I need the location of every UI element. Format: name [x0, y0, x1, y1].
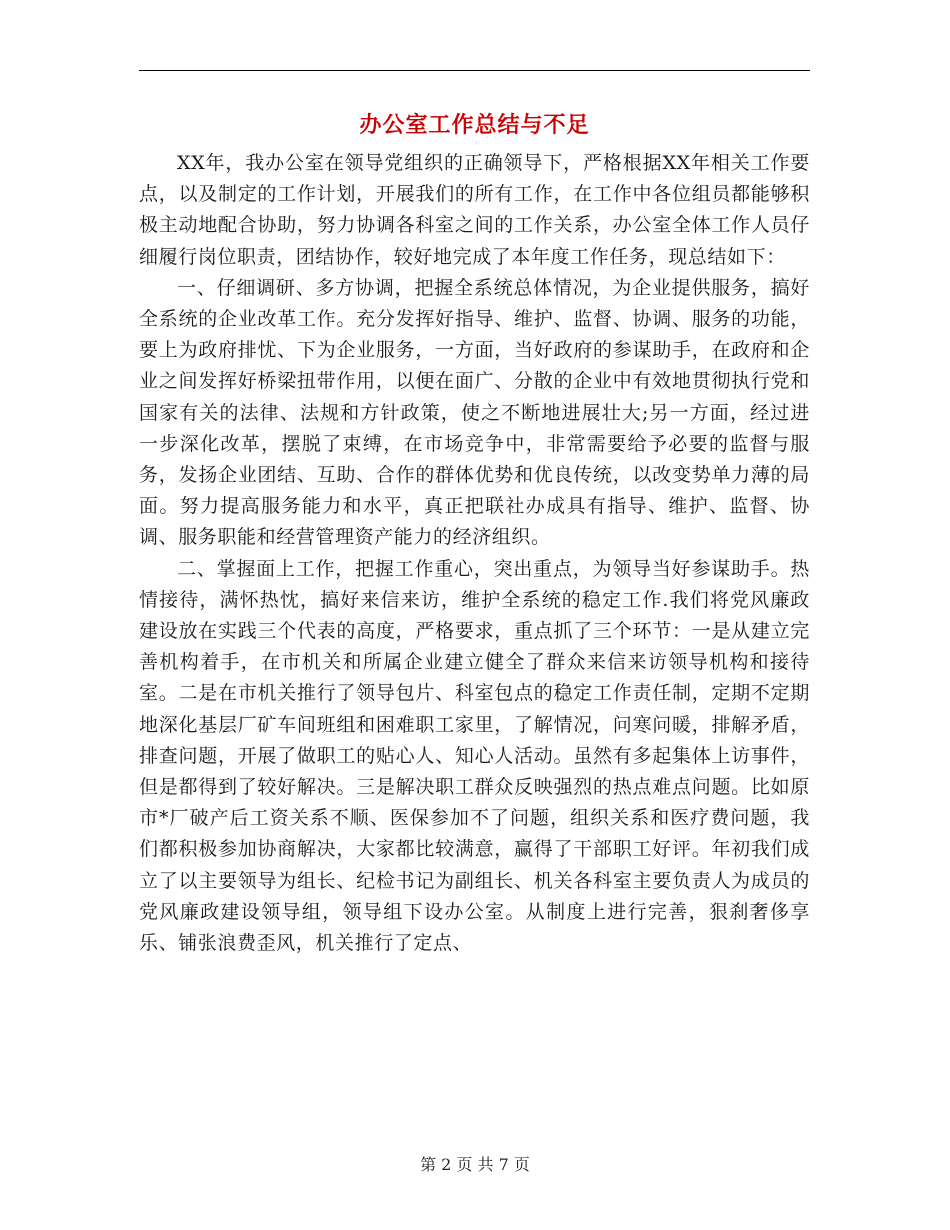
paragraph-section-1: 一、仔细调研、多方协调，把握全系统总体情况，为企业提供服务，搞好全系统的企业改革工作。充分发挥好指导、维护、监督、协调、服务的功能，要上为政府排忧、下为企业服务，一方面，当好政府的参谋助手，在政府和企业之间发挥好桥梁扭带作用，以便在面广、分散的企业中有效地贯彻执行党和国家有关的法律、法规和方针政策，使之不断地进展壮大;另一方面，经过进一步深化改革，摆脱了束缚，在市场竞争中，非常需要给予必要的监督与服务，发扬企业团结、互助、合作的群体优势和优良传统，以改变势单力薄的局面。努力提高服务能力和水平，真正把联社办成具有指导、维护、监督、协调、服务职能和经营管理资产能力的经济组织。 — [139, 276, 810, 549]
document-title: 办公室工作总结与不足 — [359, 112, 590, 138]
header-rule — [139, 70, 810, 71]
paragraph-section-2: 二、掌握面上工作，把握工作重心，突出重点，为领导当好参谋助手。热情接待，满怀热忱，搞好来信来访，维护全系统的稳定工作.我们将党风廉政建设放在实践三个代表的高度，严格要求，重点抓了三个环节：一是从建立完善机构着手，在市机关和所属企业建立健全了群众来信来访领导机构和接待室。二是在市机关推行了领导包片、科室包点的稳定工作责任制，定期不定期地深化基层厂矿车间班组和困难职工家里，了解情况，问寒问暖，排解矛盾，排查问题，开展了做职工的贴心人、知心人活动。虽然有多起集体上访事件，但是都得到了较好解决。三是解决职工群众反映强烈的热点难点问题。比如原市*厂破产后工资关系不顺、医保参加不了问题，组织关系和医疗费问题，我们都积极参加协商解决，大家都比较满意，赢得了干部职工好评。年初我们成立了以主要领导为组长、纪检书记为副组长、机关各科室主要负责人为成员的党风廉政建设领导组，领导组下设办公室。从制度上进行完善，狠刹奢侈享乐、铺张浪费歪风，机关推行了定点、 — [139, 557, 810, 955]
page-number-footer: 第 2 页 共 7 页 — [420, 1155, 530, 1174]
document-body — [139, 148, 810, 959]
paragraph-intro: XX年，我办公室在领导党组织的正确领导下，严格根据XX年相关工作要点，以及制定的工作计划，开展我们的所有工作，在工作中各位组员都能够积极主动地配合协助，努力协调各科室之间的工作关系，办公室全体工作人员仔细履行岗位职责，团结协作，较好地完成了本年度工作任务，现总结如下： — [139, 152, 810, 268]
